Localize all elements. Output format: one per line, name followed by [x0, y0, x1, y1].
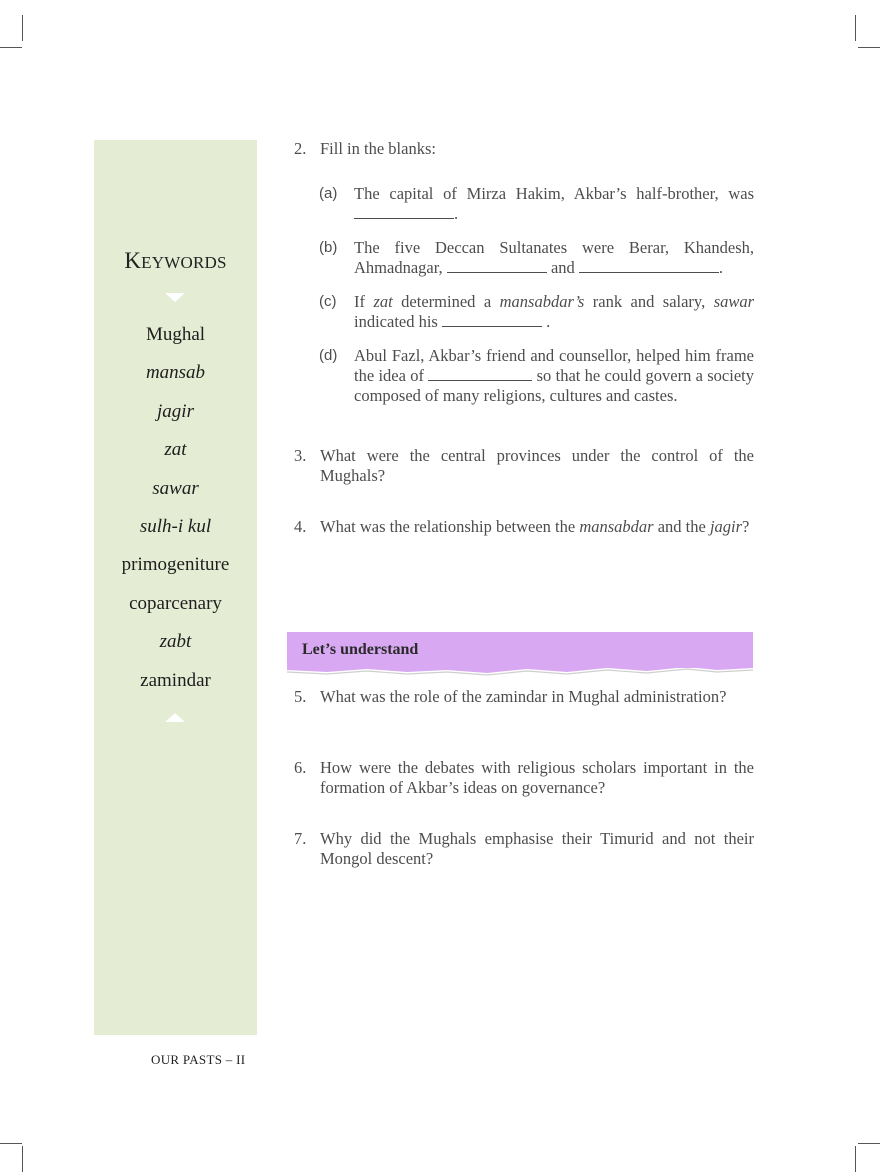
- sub-text-part: rank and salary,: [592, 292, 706, 311]
- sub-text: [354, 238, 754, 278]
- crop-mark: [0, 47, 22, 48]
- question-number: 5.: [294, 687, 307, 706]
- sub-text: [354, 184, 754, 224]
- question-3: [294, 446, 754, 486]
- answer-blank: [447, 258, 547, 273]
- question-text: What were the central provinces under the control of the Mughals?: [320, 446, 754, 485]
- question-2c: [319, 292, 754, 332]
- banner-label: Let’s understand: [302, 641, 419, 658]
- question-text: Why did the Mughals emphasise their Timurid and not their Mongol descent?: [320, 829, 754, 868]
- question-number: 7.: [294, 829, 307, 848]
- triangle-up-icon: [165, 713, 185, 722]
- question-text-part: ?: [742, 517, 750, 536]
- keyword-item: Mughal: [145, 324, 206, 345]
- keyword-item: zamindar: [140, 669, 211, 691]
- sub-text-part: so that he could govern a society composed of many religions, cultures and castes.: [354, 366, 754, 405]
- keyword-item: sawar: [152, 477, 199, 499]
- page-footer: OUR PASTS – II: [151, 1052, 246, 1067]
- crop-mark: [855, 15, 856, 41]
- banner-shadow-line: [287, 669, 753, 675]
- question-number: 3.: [294, 446, 307, 465]
- crop-mark: [22, 1146, 23, 1172]
- question-2d: [319, 346, 754, 406]
- triangle-down-icon: [165, 293, 185, 302]
- answer-blank: [442, 312, 542, 327]
- question-6: [294, 758, 754, 798]
- question-text: Fill in the blanks:: [320, 139, 436, 158]
- keyword-item: mansab: [145, 362, 206, 384]
- sub-text-italic: mansabdar’s: [499, 292, 585, 311]
- keyword-item: zabt: [159, 631, 192, 653]
- question-text-italic: jagir: [709, 517, 743, 536]
- keyword-item: zat: [164, 439, 187, 461]
- keywords-title: [94, 248, 257, 274]
- question-2b: [319, 238, 754, 278]
- keywords-title-initial: K: [124, 248, 142, 273]
- banner-torn-edge: [287, 664, 753, 678]
- question-2a: [319, 184, 754, 224]
- keyword-item: primogeniture: [121, 554, 230, 576]
- sub-text-part: .: [454, 204, 459, 223]
- question-text: What was the role of the zamindar in Mughal administration?: [320, 687, 727, 706]
- sub-text-part: and: [550, 258, 575, 277]
- sub-label: (a): [319, 185, 338, 202]
- question-text-part: and the: [657, 517, 706, 536]
- crop-mark: [0, 1143, 22, 1144]
- question-text: How were the debates with religious scholars important in the formation of Akbar’s ideas on governance?: [320, 758, 754, 797]
- keyword-item: sulh-i kul: [139, 515, 212, 537]
- question-text-part: What was the relationship between the: [320, 517, 576, 536]
- crop-mark: [858, 47, 880, 48]
- question-text-italic: mansabdar: [579, 517, 654, 536]
- sub-text-part: determined a: [401, 292, 492, 311]
- answer-blank: [428, 366, 532, 381]
- sub-text: [354, 346, 754, 406]
- question-number: 2.: [294, 139, 307, 158]
- question-2: [294, 139, 754, 159]
- crop-mark: [858, 1143, 880, 1144]
- sub-label: (d): [319, 347, 338, 364]
- question-number: 6.: [294, 758, 307, 777]
- sub-text-part: .: [546, 312, 551, 331]
- sub-label: (b): [319, 239, 338, 256]
- keywords-title-rest: EYWORDS: [141, 253, 227, 272]
- keyword-item: coparcenary: [129, 592, 222, 614]
- keywords-sidebar: [94, 140, 257, 1035]
- question-4: [294, 517, 754, 537]
- sub-text-part: .: [718, 258, 724, 277]
- lets-understand-banner: [287, 632, 753, 668]
- question-5: [294, 687, 754, 707]
- sub-text-part: Abul Fazl, Akbar’s friend and counsellor, helped him frame the idea of: [354, 346, 754, 385]
- answer-blank: [354, 204, 454, 219]
- keyword-list: [94, 322, 257, 706]
- sub-text-part: The capital of Mirza Hakim, Akbar’s half-brother, was: [354, 184, 754, 203]
- sub-text-italic: zat: [373, 292, 393, 311]
- sub-text-part: If: [354, 292, 365, 311]
- crop-mark: [22, 15, 23, 41]
- question-text: [320, 517, 754, 537]
- answer-blank: [579, 258, 719, 273]
- crop-mark: [855, 1146, 856, 1172]
- question-number: 4.: [294, 517, 307, 536]
- question-7: [294, 829, 754, 869]
- sub-text: [354, 292, 754, 332]
- keyword-item: jagir: [157, 400, 194, 422]
- sub-text-part: indicated his: [354, 312, 438, 331]
- sub-label: (c): [319, 293, 337, 310]
- sub-text-italic: sawar: [713, 292, 755, 311]
- sub-text-part: The five Deccan Sultanates were Berar, Khandesh, Ahmadnagar,: [354, 238, 754, 277]
